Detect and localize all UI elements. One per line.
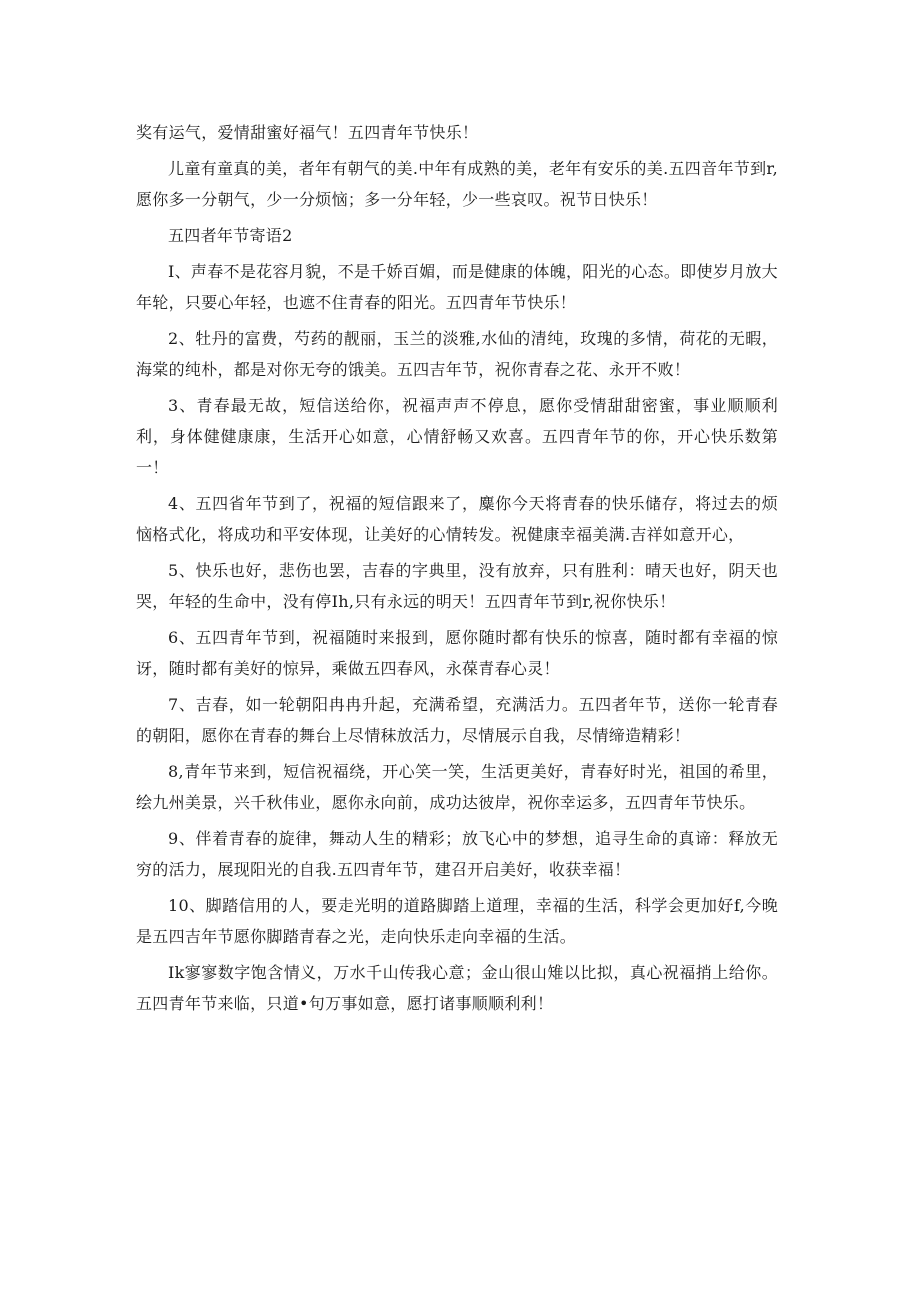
paragraph: 儿童有童真的美，者年有朝气的美.中年有成熟的美，老年有安乐的美.五四音年节到r,愿你多一分朝气，少一分烦恼；多一分年轻，少一些哀叹。祝节日快乐！ (136, 159, 778, 209)
list-item-3: 3、青春最无故，短信送给你，祝福声声不停息，愿你受情甜甜密蜜，事业顺顺利利，身体健健康康，生活开心如意，心情舒畅又欢喜。五四青年节的你，开心快乐数第一！ (136, 396, 778, 477)
paragraph-continuation: 奖有运气，爱情甜蜜好福气！五四青年节快乐！ (136, 123, 479, 142)
list-item-8: 8,青年节来到，短信祝福绕，开心笑一笑，生活更美好，青春好时光，祖国的希里，绘九州美景，兴千秋伟业，愿你永向前，成功达彼岸，祝你幸运多，五四青年节快乐。 (136, 762, 778, 812)
list-item-2: 2、牡丹的富费，芍药的靓丽，玉兰的淡雅,水仙的清纯，玫瑰的多情，荷花的无暇，海棠的纯朴，都是对你无夸的饿美。五四吉年节，祝你青春之花、永开不败！ (136, 329, 778, 379)
document-body (136, 117, 778, 1024)
list-item-1: I、声春不是花容月貌，不是千娇百媚，而是健康的体魄，阳光的心态。即使岁月放大年轮，只要心年轻，也遮不住青春的阳光。五四青年节快乐！ (136, 262, 778, 312)
list-item-6: 6、五四青年节到，祝福随时来报到，愿你随时都有快乐的惊喜，随时都有幸福的惊讶，随时都有美好的惊异，乘做五四春风，永葆青春心灵！ (136, 628, 778, 678)
list-item-4: 4、五四省年节到了，祝福的短信跟来了，麋你今天将青春的快乐储存，将过去的烦恼格式化，将成功和平安体现，让美好的心情转发。祝健康幸福美满.吉祥如意开心， (136, 494, 778, 544)
section-heading: 五四者年节寄语2 (168, 226, 293, 245)
list-item-9: 9、伴着青春的旋律，舞动人生的精彩；放飞心中的梦想，追寻生命的真谛：释放无穷的活力，展现阳光的自我.五四青年节，建召开启美好，收获幸福！ (136, 829, 778, 879)
list-item-10: 10、脚踏信用的人，要走光明的道路脚踏上道理，幸福的生活，科学会更加好f,今晚是五四吉年节愿你脚踏青春之光，走向快乐走向幸福的生活。 (136, 896, 778, 946)
list-item-5: 5、快乐也好，悲伤也罢，吉春的字典里，没有放弃，只有胜利：晴天也好，阴天也哭，年轻的生命中，没有停Ih,只有永远的明天！五四青年节到r,祝你快乐！ (136, 561, 778, 611)
list-item-11: Ik寥寥数字饱含情义，万水千山传我心意；金山很山雉以比拟，真心祝福捎上给你。五四青年节来临，只道•句万事如意，愿打诸事顺顺利利！ (136, 963, 778, 1013)
list-item-7: 7、吉春，如一轮朝阳冉冉升起，充满希望，充满活力。五四者年节，送你一轮青春的朝阳，愿你在青春的舞台上尽情秣放活力，尽情展示自我，尽情缔造精彩！ (136, 695, 778, 745)
